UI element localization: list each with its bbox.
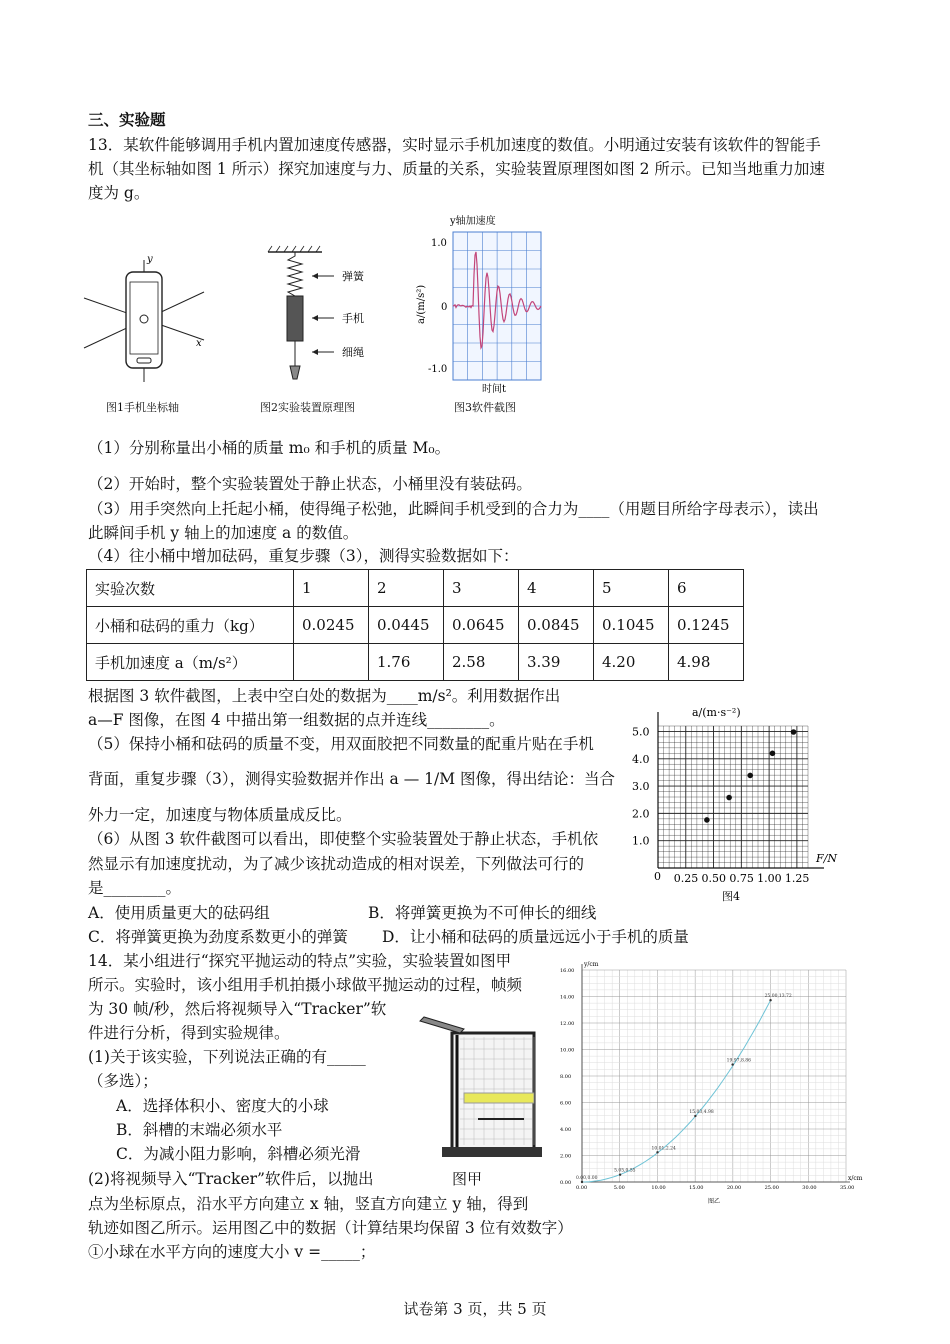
q13-after-1: 根据图 3 软件截图，上表中空白处的数据为____m/s²。利用数据作出 <box>88 687 561 705</box>
table-cell: 2 <box>369 570 444 607</box>
fig1-y-label: y <box>147 254 153 265</box>
figyi-x-tick-label: 35.00 <box>840 1185 855 1191</box>
q13-step-6-cont: 然显示有加速度扰动，为了减少该扰动造成的相对误差，下列做法可行的 <box>88 855 585 873</box>
fig4-y-tick-label: 5.0 <box>632 725 650 739</box>
q13-after-2: a—F 图像，在图 4 中描出第一组数据的点并连线________。 <box>88 711 505 729</box>
figyi-y-tick-label: 16.00 <box>560 968 575 974</box>
figyi-y-tick-label: 10.00 <box>560 1047 575 1054</box>
q14-line-2: 所示。实验时，该小组用手机拍摄小球做平抛运动的过程，帧频 <box>88 976 523 994</box>
q13-step-4: （4）往小桶中增加砝码，重复步骤（3），测得实验数据如下： <box>88 547 519 565</box>
table-cell: 3 <box>444 570 519 607</box>
table-cell: 0.0445 <box>369 607 444 644</box>
page-footer: 试卷第 3 页，共 5 页 <box>403 1300 547 1318</box>
q14-line-4: 件进行分析，得到实验规律。 <box>88 1024 290 1042</box>
table-cell: 手机加速度 a（m/s²） <box>87 644 294 681</box>
q13-option-c: C．将弹簧更换为劲度系数更小的弹簧 <box>88 928 348 946</box>
figyi-x-tick-label: 15.00 <box>689 1185 704 1191</box>
q13-option-d: D．让小桶和砝码的质量远远小于手机的质量 <box>382 928 689 946</box>
figyi-caption: 图乙 <box>708 1198 721 1205</box>
figyi-y-tick-label: 6.00 <box>560 1100 572 1107</box>
fig3-title: y轴加速度 <box>450 216 496 227</box>
fig4-x-tick-label: 0.50 <box>701 872 727 885</box>
fig3-tick-top: 1.0 <box>431 238 447 249</box>
q14-part2-line-1: (2)将视频导入“Tracker”软件后，以抛出 <box>88 1170 374 1188</box>
figyi-x-tick-label: 0.00 <box>576 1185 588 1191</box>
fig4-x-label: F/N <box>816 852 837 865</box>
fig1-caption: 图1手机坐标轴 <box>106 401 179 414</box>
fig2-spring <box>288 252 302 296</box>
table-cell: 2.58 <box>444 644 519 681</box>
fig4-data-point <box>770 751 776 757</box>
figyi-x-tick-label: 5.00 <box>613 1185 625 1191</box>
table-cell: 6 <box>669 570 744 607</box>
q13-step-1: （1）分别称量出小桶的质量 m₀ 和手机的质量 M₀。 <box>88 439 451 457</box>
table-cell: 0.0245 <box>294 607 369 644</box>
jia-yellow-bar <box>464 1093 534 1103</box>
q13-option-a: A．使用质量更大的砝码组 <box>88 904 270 922</box>
q14-option-b: B．斜槽的末端必须水平 <box>116 1121 283 1139</box>
fig2-label-phone: 手机 <box>342 312 364 325</box>
figyi-y-tick-label: 14.00 <box>560 994 575 1001</box>
q13-option-b: B．将弹簧更换为不可伸长的细线 <box>368 904 597 922</box>
figyi-y-axis-label: y/cm <box>584 961 599 968</box>
fig4-y-tick-label: 1.0 <box>632 834 650 848</box>
fig3-tick-bottom: -1.0 <box>428 364 448 375</box>
figyi-data-point <box>769 999 771 1001</box>
table-row <box>87 570 744 607</box>
table-cell: 4.20 <box>594 644 669 681</box>
table-cell-blank <box>294 644 369 681</box>
q13-step-2: （2）开始时，整个实验装置处于静止状态，小桶里没有装砝码。 <box>88 475 532 493</box>
q14-option-c: C．为减小阻力影响，斜槽必须光滑 <box>116 1145 361 1163</box>
figure-yi-trajectory-chart <box>560 956 863 1206</box>
figyi-point-label: 10.01,2.24 <box>651 1146 676 1152</box>
fig4-data-point <box>747 773 753 779</box>
fig2-caption: 图2实验装置原理图 <box>260 401 355 414</box>
q13-step-5-cont: 背面，重复步骤（3），测得实验数据并作出 a — 1/M 图像，得出结论：当合 <box>88 770 616 788</box>
figyi-x-tick-label: 30.00 <box>802 1185 817 1191</box>
table-cell: 小桶和砝码的重力（kg） <box>87 607 294 644</box>
table-cell: 1 <box>294 570 369 607</box>
table-cell: 0.0645 <box>444 607 519 644</box>
fig2-label-spring: 弹簧 <box>342 270 364 283</box>
fig4-data-point <box>726 795 732 801</box>
figyi-data-point <box>581 1181 583 1183</box>
figyi-x-tick-label: 20.00 <box>726 1185 742 1191</box>
figyi-data-point <box>731 1063 733 1065</box>
figure-1-phone-axes <box>84 250 224 390</box>
figyi-x-tick-label: 25.00 <box>764 1185 779 1191</box>
table-cell: 4 <box>519 570 594 607</box>
q14-part2-line-3: 轨迹如图乙所示。运用图乙中的数据（计算结果均保留 3 位有效数字） <box>88 1219 573 1237</box>
q14-line-3: 为 30 帧/秒，然后将视频导入“Tracker”软 <box>88 1000 387 1018</box>
figyi-point-label: 5.05,0.55 <box>614 1168 636 1174</box>
table-cell: 0.1245 <box>669 607 744 644</box>
figyi-y-tick-label: 2.00 <box>560 1153 572 1160</box>
figyi-point-label: 15.03,4.98 <box>689 1110 714 1116</box>
figure-2-apparatus <box>262 246 382 386</box>
fig4-y-tick-label: 4.0 <box>632 752 650 766</box>
fig2-label-string: 细绳 <box>342 346 364 359</box>
fig3-tick-zero: 0 <box>441 302 448 313</box>
q13-step-5-conclusion: 外力一定，加速度与物体质量成反比。 <box>88 806 352 824</box>
figyi-point-label: 0.00,0.00 <box>576 1176 598 1181</box>
fig4-x-tick-label: 0.25 <box>673 872 699 885</box>
q13-intro-line-3: 度为 g。 <box>88 184 150 202</box>
figyi-data-point <box>619 1174 621 1176</box>
q13-step-5: （5）保持小桶和砝码的质量不变，用双面胶把不同数量的配重片贴在手机 <box>88 735 594 753</box>
figyi-y-tick-label: 0.00 <box>560 1180 572 1186</box>
fig2-bucket <box>290 366 300 379</box>
fig2-phone <box>287 296 303 341</box>
table-row <box>87 607 744 644</box>
table-cell: 1.76 <box>369 644 444 681</box>
figure-3-software-plot <box>410 212 550 398</box>
fig3-x-label: 时间t <box>482 384 507 395</box>
q14-option-a: A．选择体积小、密度大的小球 <box>116 1097 329 1115</box>
table-cell: 实验次数 <box>87 570 294 607</box>
q13-step-3-cont: 此瞬间手机 y 轴上的加速度 a 的数值。 <box>88 524 359 542</box>
figyi-point-label: 25.00,13.72 <box>764 994 792 1000</box>
fig4-x-tick-label: 1.00 <box>757 872 782 885</box>
fig-jia-caption: 图甲 <box>452 1170 483 1188</box>
table-cell: 4.98 <box>669 644 744 681</box>
figyi-y-tick-label: 4.00 <box>560 1127 572 1133</box>
figyi-data-point <box>656 1151 658 1153</box>
q13-step-6: （6）从图 3 软件截图可以看出，即使整个实验装置处于静止状态，手机依 <box>88 830 599 848</box>
figure-4-chart <box>630 700 840 910</box>
jia-chute <box>420 1017 464 1033</box>
figyi-data-point <box>694 1115 696 1117</box>
fig1-x-label: x <box>196 338 202 349</box>
table-cell: 3.39 <box>519 644 594 681</box>
jia-base <box>442 1147 542 1157</box>
q14-part1-multi: （多选）； <box>88 1072 158 1090</box>
figyi-y-tick-label: 12.00 <box>560 1021 575 1027</box>
fig4-x-tick-label: 0.75 <box>729 872 754 885</box>
experiment-data-table <box>86 569 744 681</box>
figyi-x-axis-label: x/cm <box>848 1175 863 1182</box>
fig3-caption: 图3软件截图 <box>454 401 516 414</box>
q13-intro-line-1: 13．某软件能够调用手机内置加速度传感器，实时显示手机加速度的数值。小明通过安装有该软件的智能手 <box>88 136 821 154</box>
fig4-data-point <box>704 817 710 823</box>
q14-part2-line-4: ①小球在水平方向的速度大小 v =_____； <box>88 1243 376 1261</box>
fig4-origin: 0 <box>654 870 661 883</box>
table-cell: 5 <box>594 570 669 607</box>
q13-intro-line-2: 机（其坐标轴如图 1 所示）探究加速度与力、质量的关系，实验装置原理图如图 2 所示。已知当地重力加速 <box>88 160 825 178</box>
section-heading: 三、实验题 <box>88 110 166 129</box>
figure-jia-apparatus-photo <box>412 1015 552 1165</box>
fig4-y-label: a/(m·s⁻²) <box>692 706 741 719</box>
q13-step-3: （3）用手突然向上托起小桶，使得绳子松弛，此瞬间手机受到的合力为____（用题目所给字母表示），读出 <box>88 500 819 518</box>
fig3-y-label: a/(m/s²) <box>416 284 427 324</box>
table-cell: 0.1045 <box>594 607 669 644</box>
q14-part1: (1)关于该实验，下列说法正确的有_____ <box>88 1048 366 1066</box>
table-row <box>87 644 744 681</box>
fig4-y-tick-label: 3.0 <box>632 780 650 794</box>
q14-part2-line-2: 点为坐标原点，沿水平方向建立 x 轴，竖直方向建立 y 轴，得到 <box>88 1195 529 1213</box>
figyi-x-tick-label: 10.00 <box>651 1185 666 1191</box>
fig4-caption: 图4 <box>722 890 740 903</box>
fig4-y-tick-label: 2.0 <box>632 807 650 821</box>
table-cell: 0.0845 <box>519 607 594 644</box>
fig4-x-tick-label: 1.25 <box>784 872 810 885</box>
fig4-data-point <box>791 729 797 735</box>
figyi-y-tick-label: 8.00 <box>560 1074 572 1080</box>
jia-frame <box>452 1033 534 1151</box>
q14-line-1: 14．某小组进行“探究平抛运动的特点”实验，实验装置如图甲 <box>88 952 512 970</box>
figyi-point-label: 19.97,8.86 <box>726 1058 751 1064</box>
q13-step-6-blank: 是________。 <box>88 879 182 897</box>
figyi-trajectory-curve <box>582 1000 771 1182</box>
